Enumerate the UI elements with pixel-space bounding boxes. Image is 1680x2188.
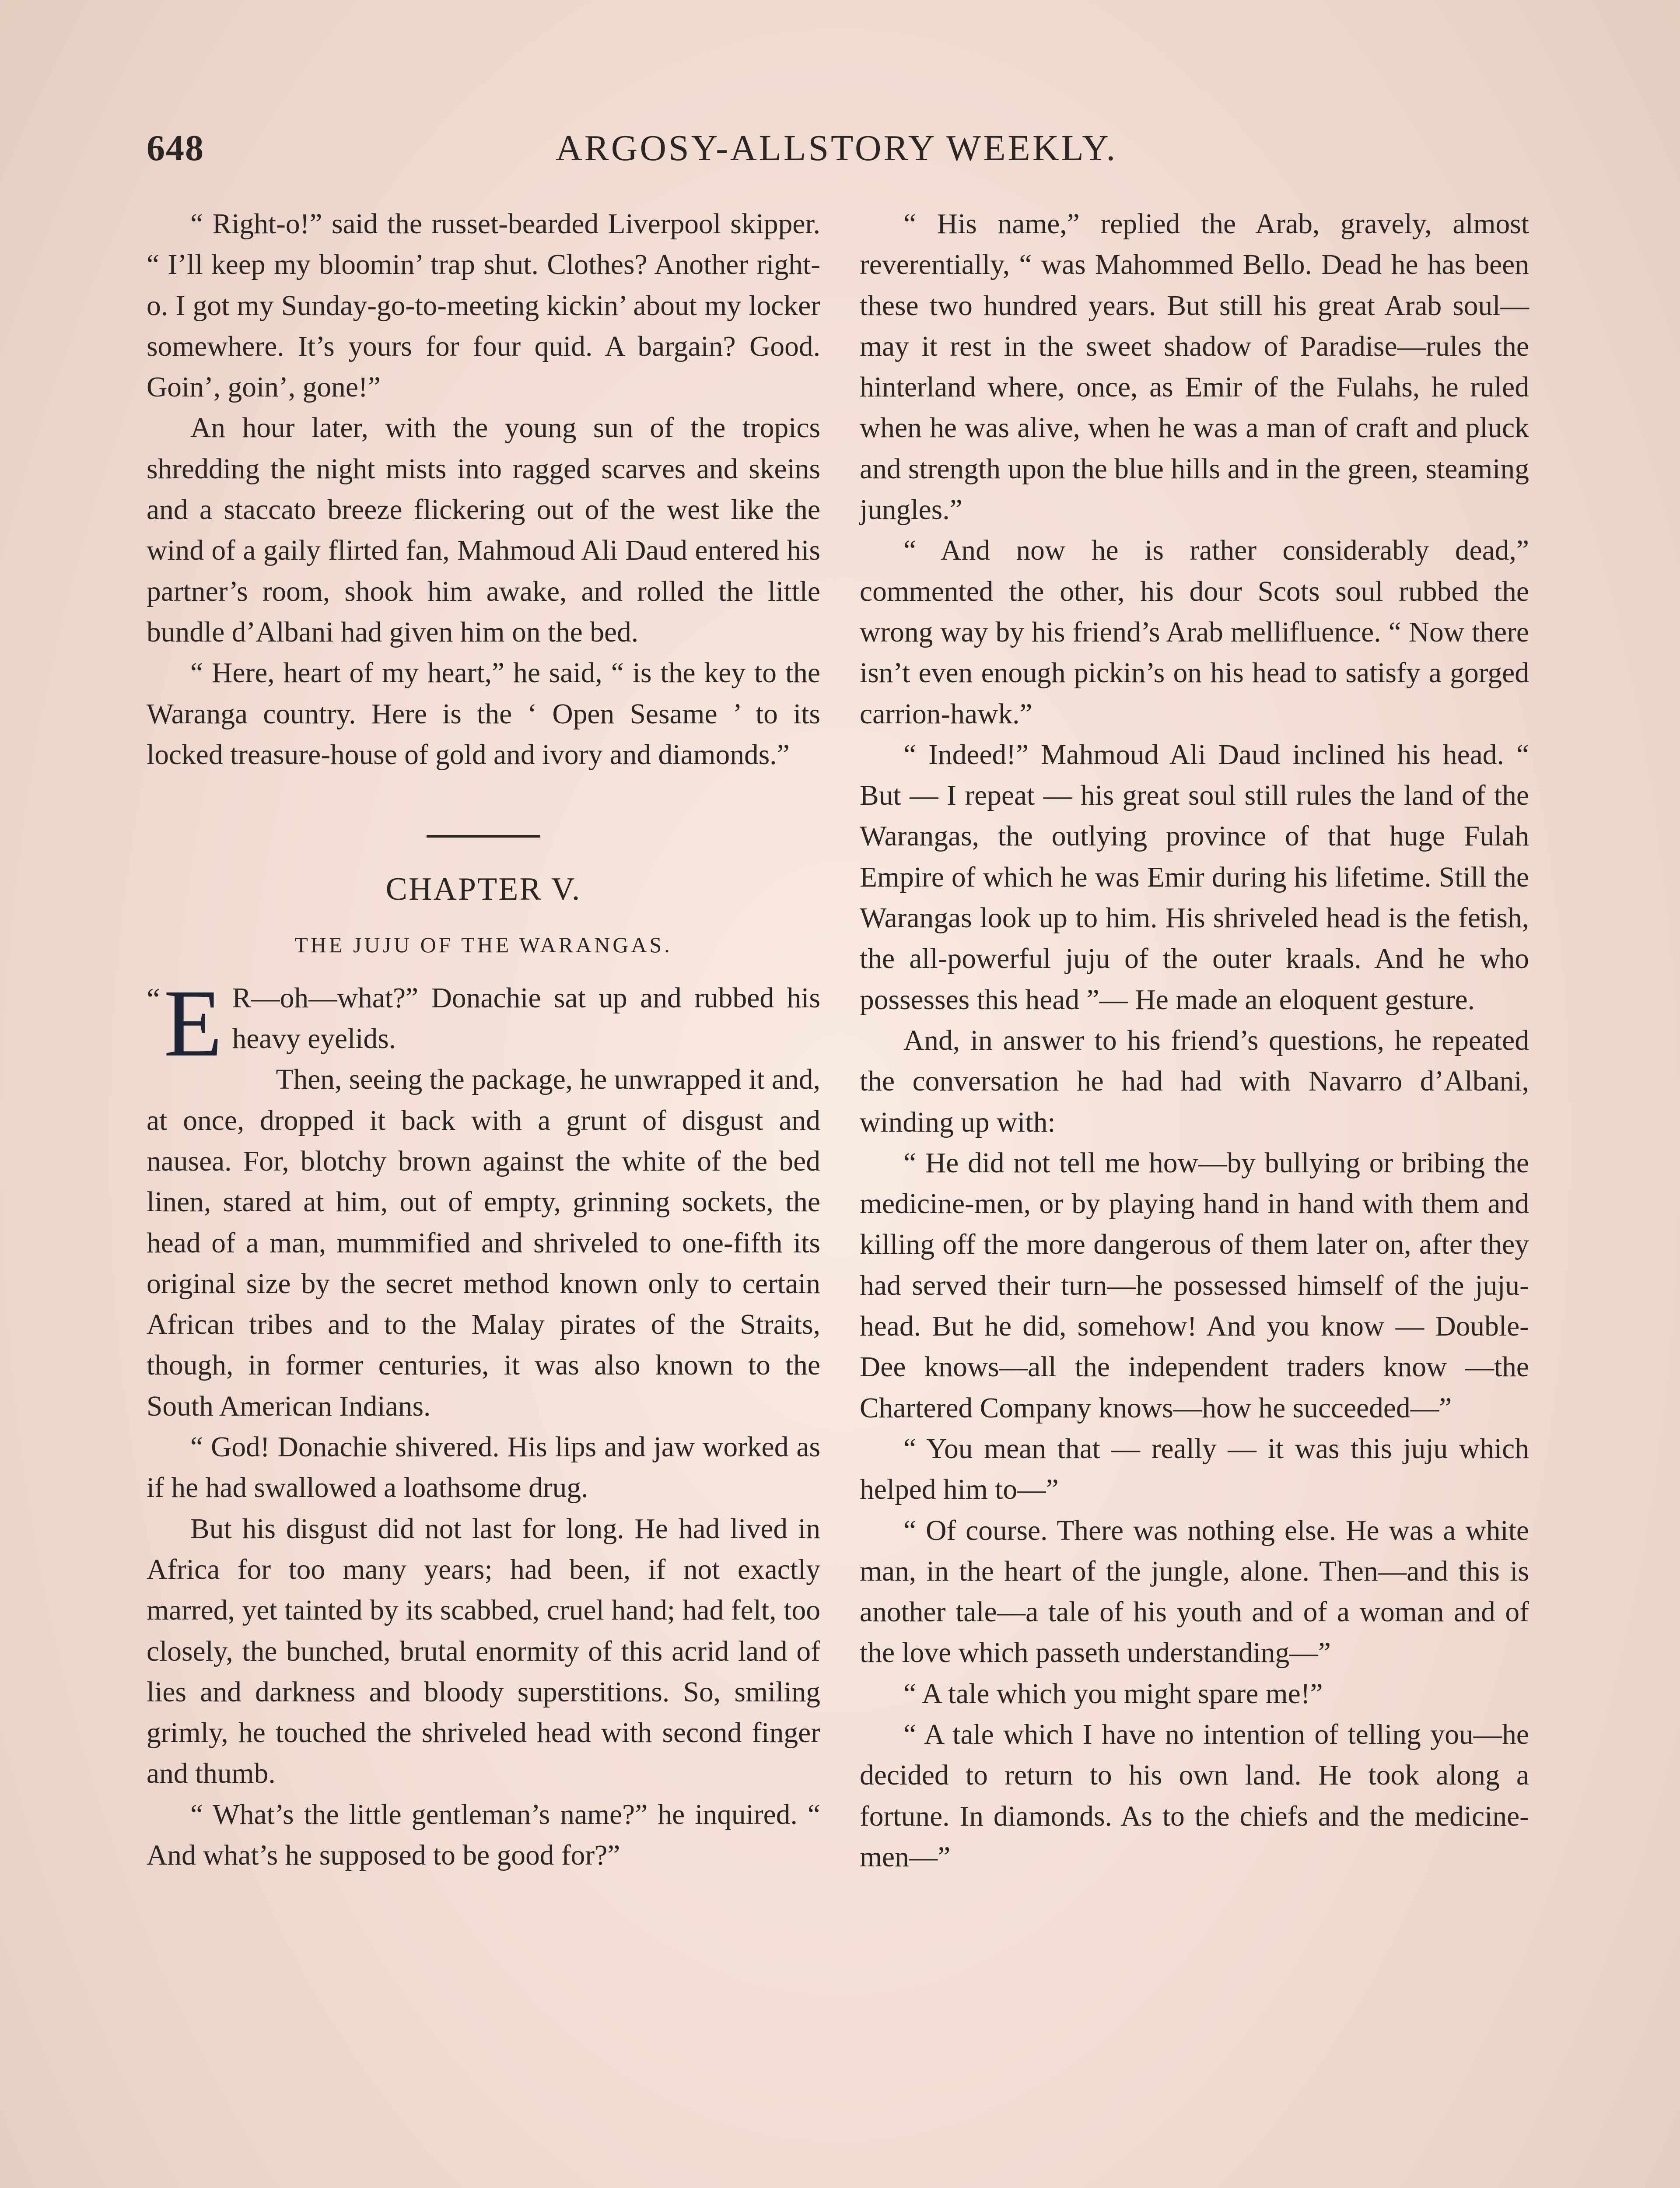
paragraph: “ What’s the little gentleman’s name?” he inquired. “ And what’s he supposed to be good for?” (147, 1799, 820, 1871)
paragraph: “ He did not tell me how—by bullying or bribing the medicine-men, or by playing hand in hand with them and killing off the more dangerous of them later on, after they had served their turn—he possessed himself of the juju-head. But he did, somehow! And you know — Double-Dee knows—all the independent traders know —the Chartered Company knows—how he succeeded—” (860, 1147, 1529, 1424)
dropcap-quote: “ (147, 982, 161, 1016)
paragraph: “ A tale which I have no intention of telling you—he decided to return to his own land. He took along a fortune. In diamonds. As to the chiefs and the medicine-men—” (860, 1718, 1529, 1873)
chapter-title: CHAPTER V. (385, 871, 581, 908)
paragraph: “ His name,” replied the Arab, gravely, almost reverentially, “ was Mahommed Bello. Dead he has been these two hundred years. But still his great Arab soul—may it rest in the sweet shadow of Paradise—rules the hinterland where, once, as Emir of the Fulahs, he ruled when he was alive, when he was a man of craft and pluck and strength upon the blue hills and in the green, steaming jungles.” (860, 208, 1529, 526)
left-column (147, 204, 820, 1876)
chapter-subtitle: THE JUJU OF THE WARANGAS. (294, 933, 672, 957)
paragraph: “ A tale which you might spare me!” (903, 1678, 1323, 1710)
running-title: ARGOSY-ALLSTORY WEEKLY. (556, 128, 1118, 168)
right-column (860, 204, 1529, 1878)
paragraph: And, in answer to his friend’s questions, he repeated the conversation he had had with Navarro d’Albani, winding up with: (860, 1024, 1529, 1138)
paragraph: “ You mean that — really — it was this juju which helped him to—” (860, 1433, 1529, 1506)
paragraph: “ Here, heart of my heart,” he said, “ is the key to the Waranga country. Here is the ‘ Open Sesame ’ to its locked treasure-house of gold and ivory and diamonds.” (147, 657, 820, 771)
paragraph: Then, seeing the package, he unwrapped it and, at once, dropped it back with a grunt of disgust and nausea. For, blotchy brown against the white of the bed linen, stared at him, out of empty, grinning sockets, the head of a man, mummified and shriveled to one-fifth its original size by the secret method known only to certain African tribes and to the Malay pirates of the Straits, though, in former centuries, it was also known to the South American Indians. (147, 1064, 820, 1422)
section-divider (427, 835, 540, 838)
paragraph: “ God! Donachie shivered. His lips and jaw worked as if he had swallowed a loathsome drug. (147, 1431, 820, 1504)
page-header (147, 127, 1560, 179)
drop-cap-letter: E (164, 969, 223, 1076)
paragraph-text: R—oh—what?” Donachie sat up and rubbed his heavy eyelids. (232, 982, 820, 1055)
paragraph: “ Indeed!” Mahmoud Ali Daud inclined his head. “ But — I repeat — his great soul still rules the land of the Warangas, the outlying province of that huge Fulah Empire of which he was Emir during his lifetime. Still the Warangas look up to him. His shriveled head is the fetish, the all-powerful juju of the outer kraals. And he who possesses this head ”— He made an eloquent gesture. (860, 739, 1529, 1016)
paragraph: An hour later, with the young sun of the tropics shredding the night mists into ragged scarves and skeins and a staccato breeze flickering out of the west like the wind of a gaily flirted fan, Mahmoud Ali Daud entered his partner’s room, shook him awake, and rolled the little bundle d’Albani had given him on the bed. (147, 412, 820, 648)
paragraph: But his disgust did not last for long. He had lived in Africa for too many years; had been, if not exactly marred, yet tainted by its scabbed, cruel hand; had felt, too closely, the bunched, brutal enormity of this acrid land of lies and darkness and bloody superstitions. So, smiling grimly, he touched the shriveled head with second finger and thumb. (147, 1513, 820, 1790)
paragraph: “ And now he is rather considerably dead,” commented the other, his dour Scots soul rubbed the wrong way by his friend’s Arab mellifluence. “ Now there isn’t even enough pickin’s on his head to satisfy a gorged carrion-hawk.” (860, 535, 1529, 730)
page-number: 648 (147, 128, 204, 168)
paragraph: “ Right-o!” said the russet-bearded Liverpool skipper. “ I’ll keep my bloomin’ trap shut. Clothes? Another right-o. I got my Sunday-go-to-meeting kickin’ about my locker somewhere. It’s yours for four quid. A bargain? Good. Goin’, goin’, gone!” (147, 208, 820, 403)
paragraph: “ Of course. There was nothing else. He was a white man, in the heart of the jungle, alone. Then—and this is another tale—a tale of his youth and of a woman and of the love which passeth understanding—” (860, 1515, 1529, 1669)
opening-paragraph (147, 969, 820, 1076)
